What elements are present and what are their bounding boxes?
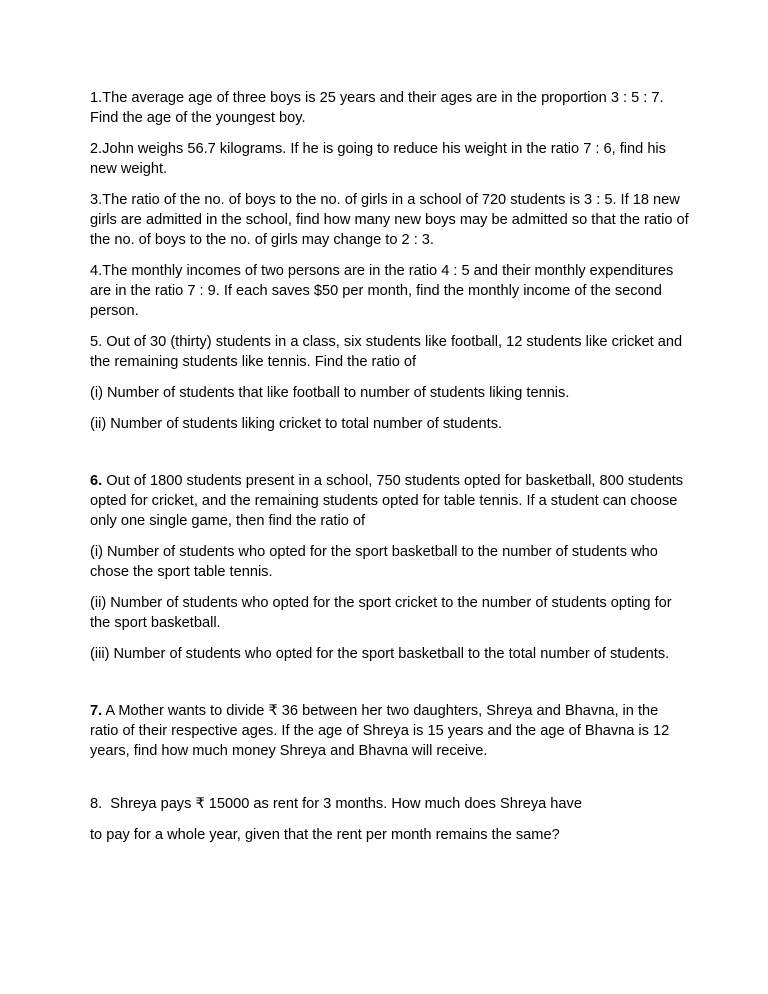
- question-6-part-iii: (iii) Number of students who opted for the sport basketball to the total number of students.: [90, 646, 670, 662]
- question-6: [90, 471, 690, 531]
- question-4: 4.The monthly incomes of two persons are in the ratio 4 : 5 and their monthly expenditures are in the ratio 7 : 9. If each saves $50 per month, find the monthly income of the second person.: [90, 263, 674, 319]
- question-5-part-ii: (ii) Number of students liking cricket to total number of students.: [90, 416, 503, 432]
- question-5-part-i: (i) Number of students that like football to number of students liking tennis.: [90, 385, 570, 401]
- question-6-part-i: (i) Number of students who opted for the sport basketball to the number of students who chose the sport table tennis.: [90, 544, 658, 580]
- question-8-line-2: to pay for a whole year, given that the rent per month remains the same?: [90, 827, 560, 843]
- question-7: [90, 701, 690, 761]
- question-3: 3.The ratio of the no. of boys to the no. of girls in a school of 720 students is 3 : 5. If 18 new girls are admitted in the school, find how many new boys may be admitted so that the ratio of the no. of boys to the no. of girls may change to 2 : 3.: [90, 192, 689, 248]
- question-6-number: 6.: [90, 473, 103, 489]
- question-2: 2.John weighs 56.7 kilograms. If he is going to reduce his weight in the ratio 7 : 6, find his new weight.: [90, 141, 666, 177]
- question-7-number: 7.: [90, 703, 103, 719]
- question-sheet: [90, 88, 690, 856]
- question-6-part-ii: (ii) Number of students who opted for the sport cricket to the number of students opting for the sport basketball.: [90, 595, 672, 631]
- question-5: 5. Out of 30 (thirty) students in a class, six students like football, 12 students like cricket and the remaining students like tennis. Find the ratio of: [90, 334, 683, 370]
- spacer: [90, 445, 690, 471]
- question-6-text: Out of 1800 students present in a school, 750 students opted for basketball, 800 students opted for cricket, and the remaining students opted for table tennis. If a student can choose only one single game, then find the ratio of: [90, 473, 684, 529]
- question-8-line-1: 8. Shreya pays ₹ 15000 as rent for 3 months. How much does Shreya have: [90, 796, 582, 812]
- spacer: [90, 675, 690, 701]
- question-7-text: A Mother wants to divide ₹ 36 between her two daughters, Shreya and Bhavna, in the ratio of their respective ages. If the age of Shreya is 15 years and the age of Bhavna is 12 years, find how much money Shreya and Bhavna will receive.: [90, 703, 670, 759]
- spacer: [90, 772, 690, 794]
- question-1: 1.The average age of three boys is 25 years and their ages are in the proportion 3 : 5 : 7. Find the age of the youngest boy.: [90, 90, 664, 126]
